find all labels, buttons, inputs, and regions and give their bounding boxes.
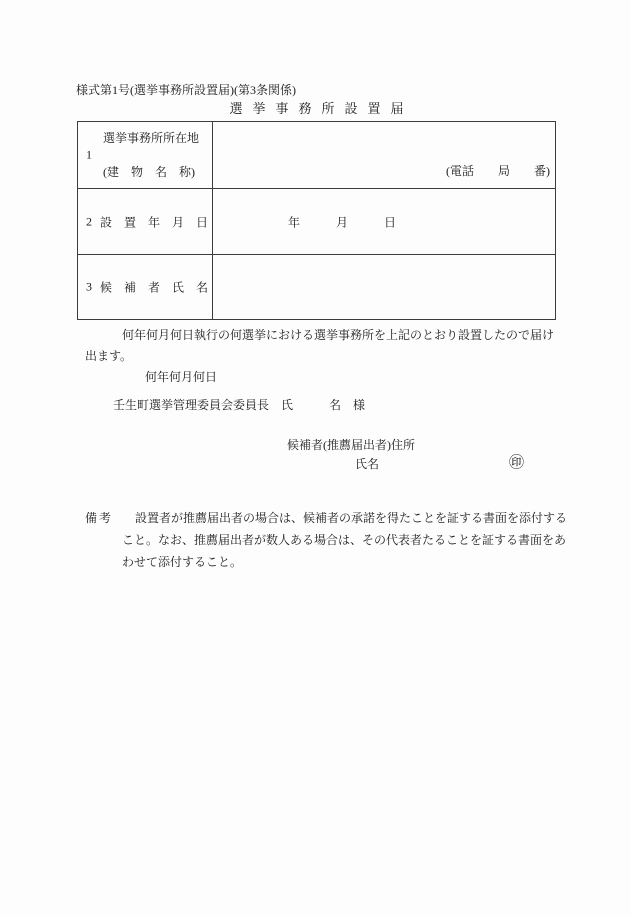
phone-hint-label: (電話 局 番) [446, 164, 550, 178]
remarks-heading: 備考 [85, 511, 114, 525]
remarks-line-2: こと。なお、推薦届出者が数人ある場合は、その代表者たることを証する書面をあ [122, 533, 567, 547]
date-placeholder-text: 年 月 日 [288, 215, 397, 229]
row-number: 1 [86, 147, 92, 162]
page-title: 選挙事務所設置届 [229, 101, 414, 116]
addressee-line: 壬生町選挙管理委員会委員長 氏 名 様 [113, 398, 366, 412]
table-row-office-location [78, 122, 555, 188]
row-number: 2 [86, 214, 92, 228]
table-row-establishment-date [78, 188, 555, 254]
office-location-value-cell [213, 122, 555, 188]
office-location-label: 選挙事務所所在地 [103, 131, 200, 145]
remarks-line-1: 設置者が推薦届出者の場合は、候補者の承諾を得たことを証する書面を添付する [135, 511, 568, 525]
remarks-line-3: わせて添付すること。 [122, 555, 243, 569]
seal-mark-icon: ㊞ [509, 455, 525, 471]
office-location-label-cell [78, 122, 213, 188]
candidate-address-label: 候補者(推薦届出者)住所 [287, 438, 415, 452]
candidate-name-value-cell [213, 255, 555, 319]
declaration-date: 何年何月何日 [145, 370, 218, 384]
building-name-label: (建 物 名 称) [103, 165, 195, 179]
notification-table [77, 121, 556, 320]
declaration-line-2: 出ます。 [85, 349, 133, 363]
candidate-name-label-cell [78, 255, 213, 319]
form-code: 様式第1号(選挙事務所設置届)(第3条関係) [76, 83, 296, 97]
declaration-line-1: 何年何月何日執行の何選挙における選挙事務所を上記のとおり設置したので届け [122, 328, 555, 342]
establishment-date-value-cell [213, 189, 555, 254]
row-number: 3 [86, 279, 92, 294]
establishment-date-label-cell [78, 189, 213, 254]
candidate-name-signature-label: 氏名 [355, 457, 380, 471]
office-location-label-block [103, 129, 209, 180]
candidate-name-label: 候 補 者 氏 名 [100, 280, 209, 295]
establishment-date-label: 設 置 年 月 日 [100, 215, 209, 229]
table-row-candidate-name [78, 254, 555, 319]
